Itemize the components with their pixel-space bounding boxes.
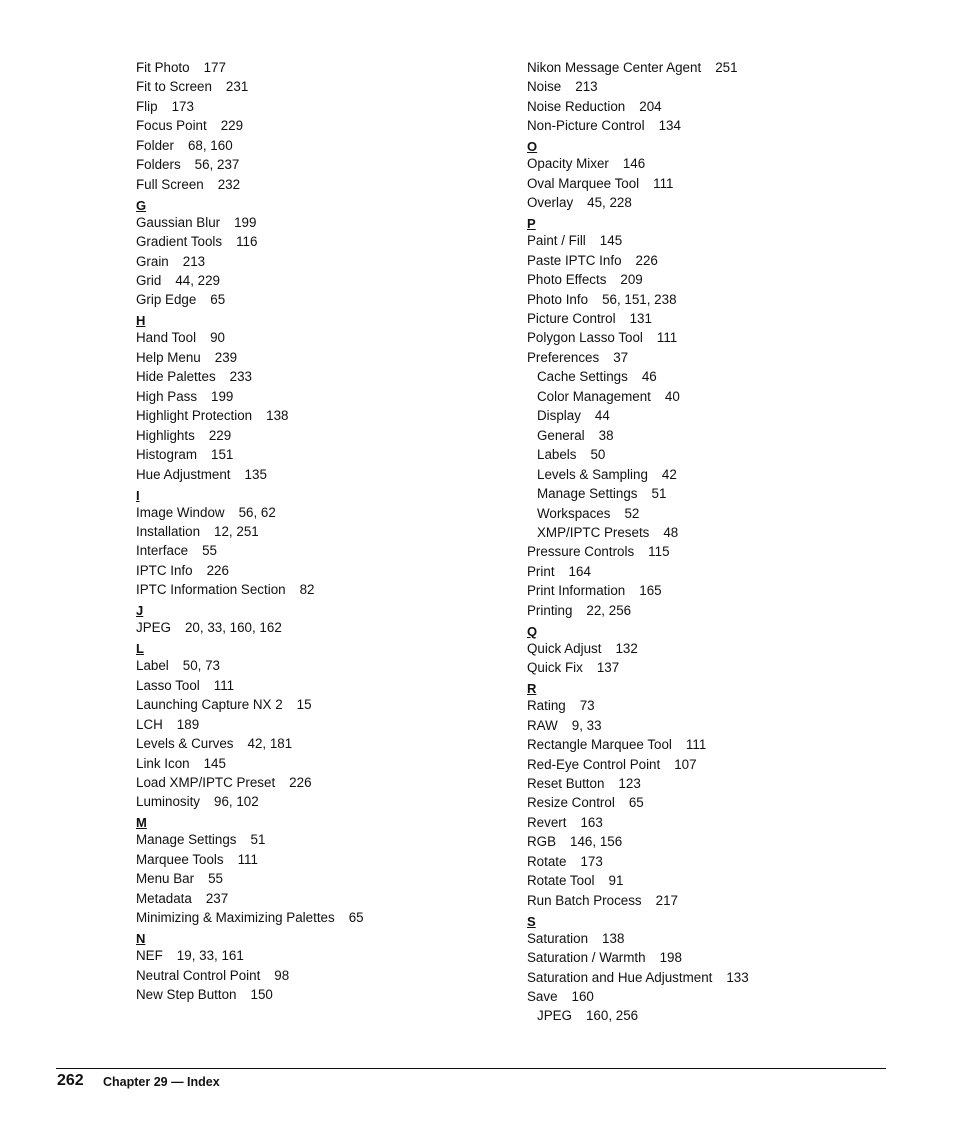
index-page-refs: 135 — [244, 466, 267, 482]
index-entry — [527, 832, 897, 851]
index-term: IPTC Information Section — [136, 582, 286, 598]
index-term: Opacity Mixer — [527, 156, 609, 172]
index-term: Resize Control — [527, 795, 615, 811]
index-term: Levels & Sampling — [537, 466, 648, 482]
index-entry — [136, 503, 496, 522]
index-page-refs: 111 — [656, 330, 678, 346]
index-term: XMP/IPTC Presets — [537, 524, 650, 540]
index-letter-heading: P — [527, 216, 536, 232]
index-entry — [136, 908, 496, 927]
index-page-refs: 150 — [250, 987, 273, 1003]
index-entry — [136, 695, 496, 714]
index-entry — [527, 290, 897, 309]
index-entry — [527, 328, 897, 347]
index-term: Minimizing & Maximizing Palettes — [136, 910, 335, 926]
index-term: Levels & Curves — [136, 736, 234, 752]
index-page-refs: 146, 156 — [570, 834, 623, 850]
index-entry — [527, 696, 897, 715]
index-page-refs: 44 — [594, 408, 610, 424]
index-term: High Pass — [136, 388, 198, 404]
index-entry — [136, 676, 496, 695]
index-subentry — [527, 1006, 897, 1025]
index-term: IPTC Info — [136, 562, 193, 578]
index-term: Revert — [527, 814, 567, 830]
index-page-refs: 160 — [571, 988, 594, 1004]
index-entry — [527, 813, 897, 832]
index-entry — [136, 580, 496, 599]
index-term: Workspaces — [537, 505, 611, 521]
index-entry — [527, 193, 897, 212]
index-page-refs: 12, 251 — [214, 524, 259, 540]
index-term: Rotate Tool — [527, 873, 595, 889]
index-entry — [527, 562, 897, 581]
index-page-refs: 40 — [664, 388, 680, 404]
index-entry — [136, 367, 496, 386]
index-page-refs: 48 — [663, 524, 679, 540]
index-page-refs: 9, 33 — [571, 717, 602, 733]
index-page-refs: 107 — [674, 756, 697, 772]
index-column-right — [527, 58, 897, 1026]
index-entry — [136, 426, 496, 445]
index-term: Quick Adjust — [527, 640, 602, 656]
index-entry — [136, 290, 496, 309]
index-entry — [527, 542, 897, 561]
index-term: Neutral Control Point — [136, 967, 261, 983]
index-page-refs: 96, 102 — [214, 794, 259, 810]
index-entry — [527, 58, 897, 77]
index-term: Run Batch Process — [527, 892, 642, 908]
index-subentry — [527, 504, 897, 523]
index-page-refs: 82 — [299, 582, 315, 598]
index-page-refs: 145 — [599, 233, 623, 249]
index-term: Saturation — [527, 930, 589, 946]
index-page-refs: 132 — [615, 640, 638, 656]
index-entry — [527, 793, 897, 812]
index-term: Print Information — [527, 583, 626, 599]
index-term: Marquee Tools — [136, 851, 224, 867]
index-page-refs: 111 — [653, 175, 674, 191]
index-term: Folders — [136, 157, 181, 173]
index-term: Photo Effects — [527, 272, 607, 288]
index-term: LCH — [136, 716, 163, 732]
index-page-refs: 65 — [210, 292, 226, 308]
index-page-refs: 226 — [289, 775, 312, 790]
index-entry — [527, 251, 897, 270]
index-term: Grain — [136, 253, 169, 269]
index-page-refs: 213 — [182, 253, 206, 269]
index-entry — [136, 465, 496, 484]
index-page-refs: 68, 160 — [187, 137, 233, 153]
index-page-refs: 56, 151, 238 — [602, 291, 677, 307]
index-term: Non-Picture Control — [527, 118, 645, 134]
index-subentry — [527, 523, 897, 542]
index-page-refs: 45, 228 — [587, 195, 632, 211]
index-page-refs: 52 — [624, 505, 640, 521]
index-term: Launching Capture NX 2 — [136, 697, 283, 713]
index-page-refs: 165 — [639, 583, 662, 599]
index-entry — [136, 252, 496, 271]
index-term: Hue Adjustment — [136, 466, 231, 482]
index-page-refs: 20, 33, 160, 162 — [184, 620, 282, 636]
index-entry — [527, 601, 897, 620]
index-letter-heading: Q — [527, 623, 538, 639]
index-letter-heading: L — [136, 641, 144, 657]
index-page-refs: 198 — [659, 950, 682, 966]
index-entry — [527, 231, 897, 250]
index-term: Gaussian Blur — [136, 214, 221, 230]
index-entry — [136, 754, 496, 773]
index-page-refs: 173 — [580, 853, 603, 869]
index-entry — [136, 946, 496, 965]
index-page-refs: 160, 256 — [585, 1008, 639, 1024]
index-term: Color Management — [537, 388, 651, 404]
index-page-refs: 199 — [234, 214, 257, 230]
index-letter-heading: G — [136, 197, 147, 213]
index-term: Rotate — [527, 853, 567, 869]
index-subentry — [527, 387, 897, 406]
index-page-refs: 51 — [651, 486, 667, 502]
index-entry — [136, 445, 496, 464]
index-term: Display — [537, 408, 581, 424]
index-term: Manage Settings — [136, 832, 237, 848]
index-term: Photo Info — [527, 291, 589, 307]
index-page-refs: 229 — [220, 118, 244, 134]
index-page-refs: 134 — [658, 118, 681, 134]
index-term: Flip — [136, 98, 158, 114]
index-page-refs: 42 — [661, 466, 677, 482]
index-term: Manage Settings — [537, 486, 638, 502]
index-term: Interface — [136, 543, 189, 559]
index-term: Metadata — [136, 890, 192, 906]
index-entry — [527, 929, 897, 948]
index-page-refs: 138 — [266, 408, 289, 424]
index-term: Focus Point — [136, 118, 207, 134]
index-page-refs: 199 — [211, 388, 234, 404]
index-entry — [136, 522, 496, 541]
index-page-refs: 133 — [726, 969, 749, 985]
index-page-refs: 146 — [622, 156, 646, 172]
index-term: Saturation and Hue Adjustment — [527, 969, 713, 985]
index-page-refs: 22, 256 — [586, 602, 632, 618]
index-term: Picture Control — [527, 310, 616, 326]
index-letter-heading: S — [527, 913, 536, 929]
index-entry — [527, 639, 897, 658]
index-page-refs: 231 — [225, 79, 249, 95]
index-page-refs: 213 — [575, 79, 598, 95]
index-page-refs: 138 — [602, 930, 625, 946]
index-entry — [136, 830, 496, 849]
index-term: RAW — [527, 717, 558, 733]
index-entry — [136, 869, 496, 888]
index-letter-heading: N — [136, 931, 146, 947]
index-page-refs: 145 — [203, 755, 226, 771]
index-page-refs: 111 — [213, 677, 235, 693]
index-page-refs: 56, 237 — [194, 157, 240, 173]
index-entry — [527, 987, 897, 1006]
page-number: 262 — [57, 1072, 84, 1089]
index-page-refs: 177 — [203, 60, 226, 75]
index-entry — [136, 136, 496, 155]
index-entry — [136, 213, 496, 232]
index-term: Save — [527, 988, 558, 1004]
index-entry — [136, 734, 496, 753]
index-page-refs: 19, 33, 161 — [176, 948, 244, 964]
index-page-refs: 204 — [639, 98, 662, 114]
index-entry — [527, 581, 897, 600]
index-entry — [527, 948, 897, 967]
index-page-refs: 233 — [229, 369, 252, 385]
index-page-refs: 50, 73 — [182, 658, 220, 674]
index-page-refs: 173 — [171, 98, 194, 114]
index-page-refs: 50 — [590, 447, 606, 463]
index-term: Preferences — [527, 349, 600, 365]
index-entry — [136, 175, 496, 194]
index-term: Oval Marquee Tool — [527, 175, 640, 191]
index-term: Full Screen — [136, 176, 204, 192]
index-term: New Step Button — [136, 987, 237, 1003]
index-entry — [136, 348, 496, 367]
index-page-refs: 217 — [655, 892, 678, 908]
index-term: Hand Tool — [136, 330, 197, 346]
index-term: Polygon Lasso Tool — [527, 330, 643, 346]
index-term: Highlights — [136, 427, 195, 443]
index-term: NEF — [136, 948, 163, 964]
index-term: Lasso Tool — [136, 677, 200, 693]
index-term: Overlay — [527, 195, 574, 211]
index-entry — [136, 328, 496, 347]
index-entry — [136, 387, 496, 406]
index-entry — [136, 792, 496, 811]
index-subentry — [527, 445, 897, 464]
index-entry — [136, 77, 496, 96]
index-term: Noise — [527, 79, 562, 95]
index-term: Labels — [537, 447, 577, 463]
index-entry — [136, 58, 496, 77]
index-entry — [136, 889, 496, 908]
footer-rule — [56, 1068, 886, 1069]
index-entry — [527, 735, 897, 754]
index-term: Grid — [136, 273, 162, 289]
index-page-refs: 65 — [348, 910, 364, 926]
index-entry — [527, 348, 897, 367]
index-page-refs: 73 — [579, 698, 595, 714]
index-page-refs: 56, 62 — [238, 504, 276, 520]
index-entry — [136, 406, 496, 425]
index-entry — [136, 656, 496, 675]
index-page-refs: 123 — [618, 775, 641, 791]
index-entry — [136, 271, 496, 290]
index-page-refs: 237 — [205, 890, 229, 906]
index-page-refs: 115 — [648, 544, 670, 560]
index-letter-heading: I — [136, 487, 140, 503]
index-letter-heading: O — [527, 139, 538, 155]
index-page-refs: 251 — [715, 60, 738, 75]
index-term: RGB — [527, 834, 557, 850]
index-entry — [136, 97, 496, 116]
index-entry — [527, 891, 897, 910]
index-term: Printing — [527, 602, 573, 618]
index-page-refs: 15 — [296, 697, 312, 713]
index-entry — [527, 174, 897, 193]
index-entry — [136, 985, 496, 1004]
index-page-refs: 229 — [208, 427, 232, 443]
index-page-refs: 55 — [208, 871, 223, 887]
index-letter-heading: M — [136, 815, 147, 831]
index-page-refs: 226 — [206, 562, 229, 578]
index-page-refs: 232 — [217, 176, 241, 192]
index-page-refs: 65 — [628, 795, 644, 811]
index-entry — [136, 618, 496, 637]
index-entry — [527, 755, 897, 774]
index-entry — [527, 658, 897, 677]
index-letter-heading: J — [136, 603, 144, 619]
index-entry — [136, 850, 496, 869]
index-term: Installation — [136, 524, 201, 540]
index-page-refs: 163 — [580, 814, 603, 830]
index-subentry — [527, 367, 897, 386]
index-page-refs: 164 — [568, 563, 591, 579]
index-subentry — [527, 484, 897, 503]
index-term: Reset Button — [527, 775, 605, 791]
index-term: Paste IPTC Info — [527, 252, 622, 268]
index-entry — [136, 541, 496, 560]
chapter-label: Chapter 29 — Index — [103, 1075, 220, 1089]
index-page-refs: 137 — [596, 660, 620, 676]
index-page-refs: 38 — [598, 427, 614, 443]
index-term: Help Menu — [136, 349, 201, 365]
index-entry — [527, 154, 897, 173]
index-term: Luminosity — [136, 794, 201, 810]
index-entry — [527, 968, 897, 987]
index-letter-heading: R — [527, 681, 537, 697]
index-page-refs: 44, 229 — [175, 273, 220, 289]
index-term: Rectangle Marquee Tool — [527, 737, 672, 753]
index-entry — [527, 77, 897, 96]
index-entry — [136, 155, 496, 174]
index-page-refs: 239 — [214, 349, 238, 365]
index-term: Pressure Controls — [527, 544, 635, 560]
index-entry — [527, 871, 897, 890]
index-entry — [527, 309, 897, 328]
index-page-refs: 98 — [274, 967, 290, 983]
index-subentry — [527, 406, 897, 425]
index-entry — [527, 270, 897, 289]
index-entry — [136, 773, 496, 792]
index-page-refs: 37 — [613, 349, 629, 365]
index-term: Load XMP/IPTC Preset — [136, 775, 276, 790]
index-term: Saturation / Warmth — [527, 950, 646, 966]
index-term: Gradient Tools — [136, 234, 223, 250]
index-entry — [527, 774, 897, 793]
index-term: Hide Palettes — [136, 369, 216, 385]
index-entry — [527, 116, 897, 135]
index-term: Quick Fix — [527, 660, 583, 676]
index-page-refs: 55 — [202, 543, 218, 559]
index-term: Rating — [527, 698, 566, 714]
index-entry — [527, 97, 897, 116]
index-page-refs: 91 — [608, 873, 624, 889]
index-term: Nikon Message Center Agent — [527, 60, 702, 75]
index-term: Noise Reduction — [527, 98, 626, 114]
index-page-refs: 42, 181 — [247, 736, 293, 752]
index-page-refs: 90 — [210, 330, 225, 346]
index-entry — [136, 116, 496, 135]
index-entry — [527, 716, 897, 735]
index-page-refs: 226 — [635, 252, 658, 268]
index-entry — [136, 561, 496, 580]
index-term: JPEG — [537, 1008, 572, 1024]
index-page-refs: 209 — [620, 272, 643, 288]
index-term: JPEG — [136, 620, 171, 636]
index-column-left — [136, 58, 496, 1005]
index-page-refs: 131 — [629, 310, 652, 326]
index-page-refs: 116 — [236, 234, 258, 250]
index-subentry — [527, 465, 897, 484]
index-page-refs: 189 — [176, 716, 200, 732]
index-term: Histogram — [136, 447, 198, 463]
index-term: Fit Photo — [136, 60, 190, 75]
index-term: Paint / Fill — [527, 233, 586, 249]
index-term: Label — [136, 658, 169, 674]
index-subentry — [527, 426, 897, 445]
index-term: Fit to Screen — [136, 79, 212, 95]
index-term: Red-Eye Control Point — [527, 756, 661, 772]
index-term: Cache Settings — [537, 369, 628, 385]
index-term: Menu Bar — [136, 871, 195, 887]
index-page-refs: 111 — [237, 851, 258, 867]
index-page-refs: 51 — [250, 832, 266, 848]
index-term: Link Icon — [136, 755, 190, 771]
index-page-refs: 151 — [211, 447, 234, 463]
index-letter-heading: H — [136, 313, 146, 329]
index-page-refs: 46 — [641, 369, 657, 385]
index-term: Print — [527, 563, 555, 579]
index-term: Grip Edge — [136, 292, 197, 308]
index-entry — [136, 715, 496, 734]
index-term: Folder — [136, 137, 174, 153]
index-term: Highlight Protection — [136, 408, 253, 424]
index-page-refs: 111 — [685, 737, 707, 753]
index-term: General — [537, 427, 585, 443]
index-entry — [136, 966, 496, 985]
index-term: Image Window — [136, 504, 225, 520]
index-entry — [527, 852, 897, 871]
index-entry — [136, 232, 496, 251]
